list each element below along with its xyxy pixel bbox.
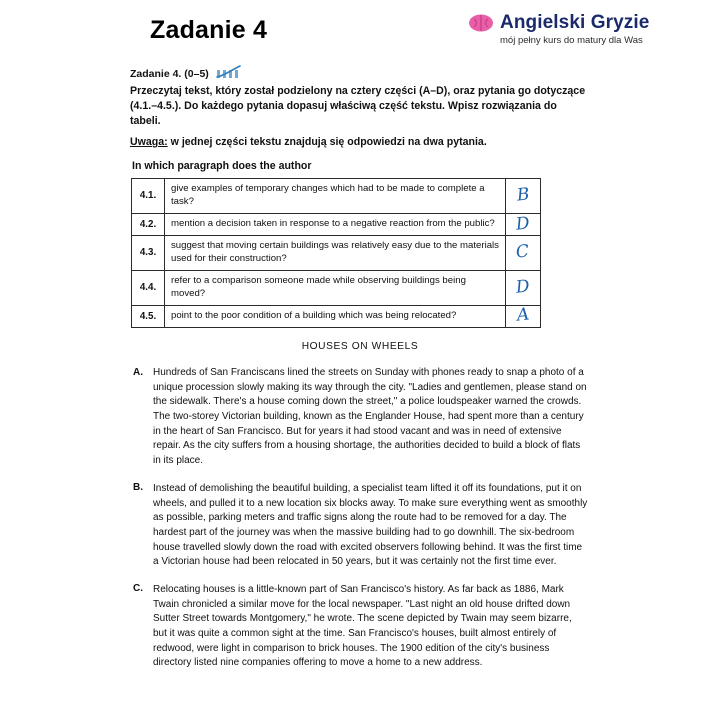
answer-cell[interactable] — [506, 213, 541, 235]
table-row — [132, 179, 541, 214]
task-header-row — [130, 68, 590, 80]
paragraph-text: Instead of demolishing the beautiful building, a specialist team lifted it off its foundations, put it on wheels, and pulled it to a new location six blocks away. To make sure everything went as smoothly as possible, parking meters and traffic signs along the route had to be removed for a day. The hardest part of the journey was when the massive building had to go downhill. The six-bedroom house travelled slowly down the road with excited observers following behind. It was the first time a Victorian house had been relocated in 50 years, but it was certainly not the first time ever. — [153, 482, 588, 568]
table-row — [132, 236, 541, 271]
question-number: 4.3. — [132, 236, 165, 271]
handwritten-answer: A — [515, 304, 531, 327]
task-note-text: w jednej części tekstu znajdują się odpowiedzi na dwa pytania. — [167, 136, 487, 149]
task-note — [130, 135, 590, 150]
handwritten-answer: D — [515, 276, 531, 298]
paragraph-letter: A. — [133, 366, 143, 378]
article-title: HOUSES ON WHEELS — [301, 341, 419, 352]
question-number: 4.5. — [132, 305, 165, 327]
answer-cell[interactable] — [506, 270, 541, 305]
handwritten-answer: D — [515, 212, 531, 235]
question-text: refer to a comparison someone made while observing buildings being moved? — [165, 270, 506, 305]
task-label: Zadanie 4. (0–5) — [130, 68, 209, 80]
paragraph-c — [133, 583, 588, 671]
question-number: 4.1. — [132, 179, 165, 214]
answer-cell[interactable] — [506, 179, 541, 214]
question-number: 4.4. — [132, 270, 165, 305]
table-row — [132, 270, 541, 305]
article-body — [133, 366, 588, 684]
answer-cell[interactable] — [506, 305, 541, 327]
pen-tick-icon — [216, 65, 242, 79]
task-note-label: Uwaga: — [130, 136, 168, 149]
question-text: give examples of temporary changes which had to be made to complete a task? — [165, 179, 506, 214]
question-text: point to the poor condition of a building which was being relocated? — [165, 305, 506, 327]
paragraph-letter: C. — [133, 583, 143, 595]
handwritten-answer: B — [515, 184, 531, 206]
paragraph-a — [133, 366, 588, 469]
paragraph-b — [133, 482, 588, 570]
brain-logo-icon — [468, 13, 494, 33]
handwritten-answer: C — [515, 241, 531, 263]
paragraph-letter: B. — [133, 482, 143, 494]
page-title: Zadanie 4 — [150, 16, 268, 44]
answer-cell[interactable] — [506, 236, 541, 271]
question-text: suggest that moving certain buildings was relatively easy due to the materials used for their construction? — [165, 236, 506, 271]
brand-tagline: mój pełny kurs do matury dla Was — [500, 35, 643, 46]
paragraph-text: Hundreds of San Franciscans lined the streets on Sunday with phones ready to snap a photo of a unique procession slowly making its way through the city. "Ladies and gentlemen, please stand on the sidewalk. There's a house coming down the street," a police loudspeaker warned the crowds. The two-storey Victorian building, known as the Englander House, had spent more than a century in the heart of San Francisco. But for years it had stood vacant and was in need of extensive repair. As the city suffers from a housing shortage, the authorities decided to build a block of flats in its place. — [153, 367, 587, 467]
question-lead-in: In which paragraph does the author — [132, 160, 312, 172]
brand-block — [468, 12, 698, 46]
brand-name: Angielski Gryzie — [500, 12, 650, 33]
task-instruction-text: Przeczytaj tekst, który został podzielony na cztery części (A–D), oraz pytania go dotyczące (4.1.–4.5.). Do każdego pytania dopasuj właściwą część tekstu. Wpisz rozwiązania do tabeli. — [130, 85, 586, 128]
page-header — [0, 0, 720, 62]
task-instructions-block — [130, 68, 590, 150]
question-text: mention a decision taken in response to a negative reaction from the public? — [165, 213, 506, 235]
question-number: 4.2. — [132, 213, 165, 235]
table-row — [132, 305, 541, 327]
questions-table — [131, 178, 541, 328]
table-row — [132, 213, 541, 235]
paragraph-text: Relocating houses is a little-known part of San Francisco's history. As far back as 1886, Mark Twain chronicled a similar move for the local newspaper. "Last night an old house drifted down Sutter Street towards Montgomery," he wrote. The scene depicted by Twain may seem bizarre, but it was quite a common sight at the time. San Francisco's houses, built almost entirely of redwood, were light in comparison to brick houses. The 1900 edition of the city's business directory listed nine companies offering to move a home to a new address. — [153, 583, 572, 669]
